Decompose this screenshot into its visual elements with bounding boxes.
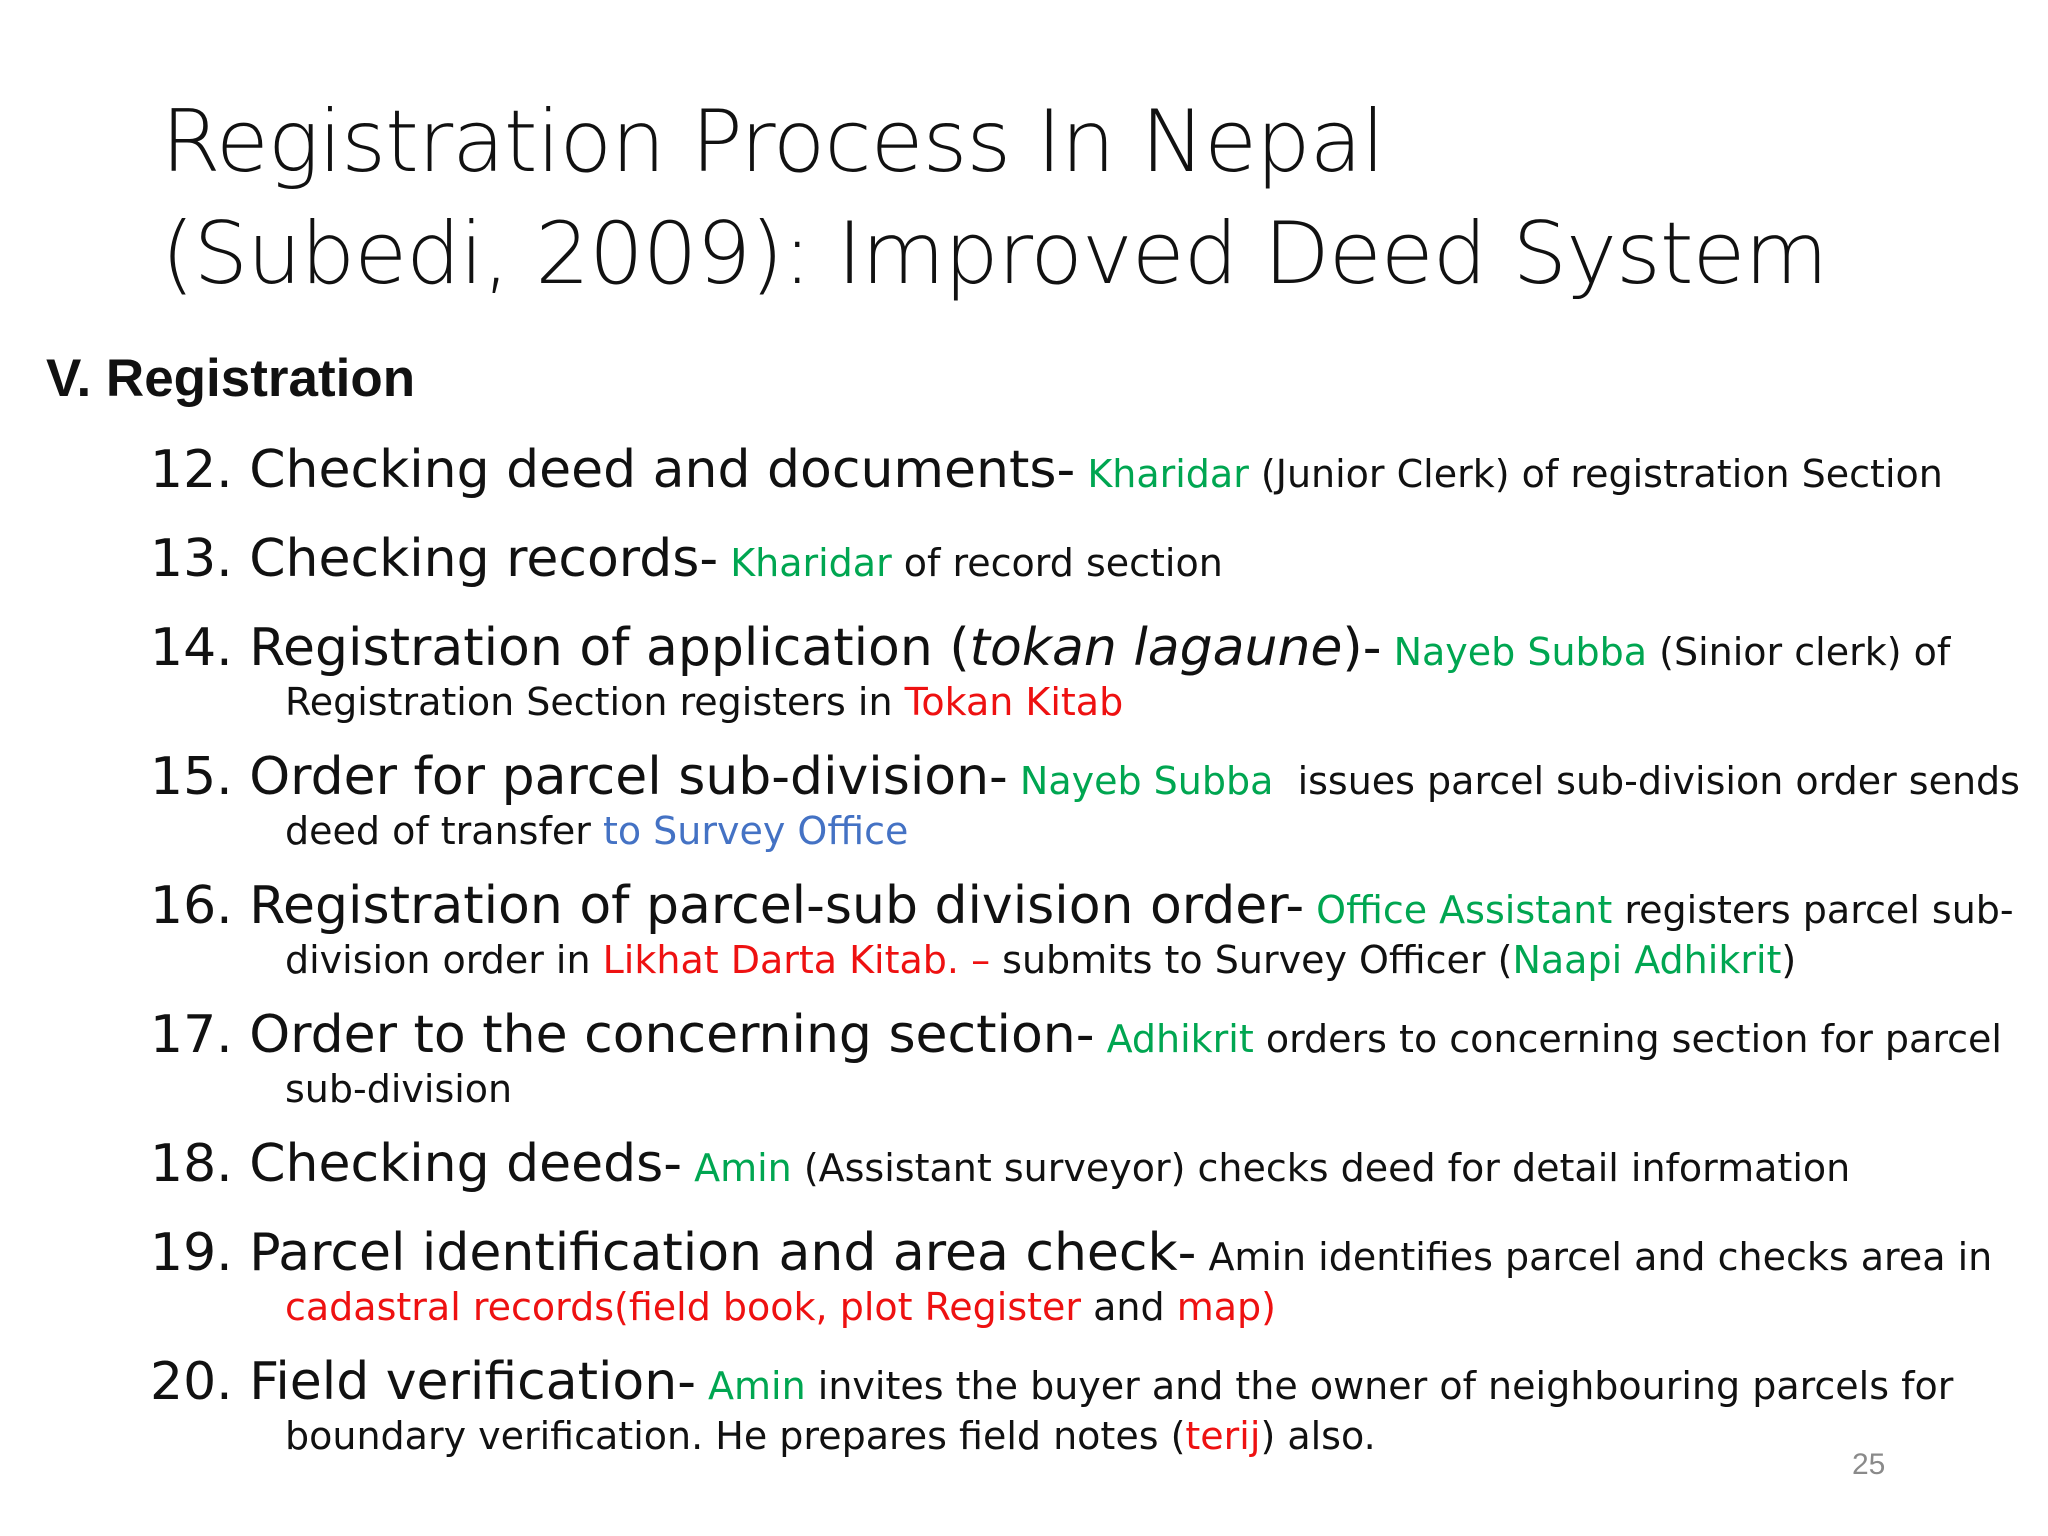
item-heading: Checking deeds-	[249, 1134, 682, 1194]
record-book-text: cadastral records(field book, plot Register	[285, 1285, 1082, 1329]
item-number: 13.	[150, 529, 233, 589]
item-number: 19.	[150, 1223, 233, 1283]
slide-title	[161, 86, 1981, 310]
item-heading: Checking deed and documents-	[249, 440, 1076, 500]
item-heading-italic: tokan lagaune	[969, 618, 1343, 678]
record-book-text: Tokan Kitab	[904, 680, 1124, 724]
item-description: deed of transfer	[285, 809, 603, 853]
item-description: invites the buyer and the owner of neighbouring parcels for	[805, 1364, 1954, 1408]
destination-text: to Survey Office	[602, 809, 909, 853]
list-item-line-1	[150, 616, 2010, 684]
list-item-16	[150, 874, 2014, 984]
item-number: 12.	[150, 440, 233, 500]
item-description: ) also.	[1260, 1414, 1376, 1458]
item-description: sub-division	[285, 1067, 513, 1111]
item-description: and	[1081, 1285, 1177, 1329]
list-item-line-1	[150, 1003, 2010, 1071]
item-description: (Assistant surveyor) checks deed for detail information	[791, 1146, 1851, 1190]
item-description: orders to concerning section for parcel	[1253, 1017, 2002, 1061]
page-number: 25	[1852, 1448, 1886, 1481]
item-description: (Junior Clerk) of registration Section	[1248, 452, 1943, 496]
item-heading: Order for parcel sub-division-	[249, 747, 1008, 807]
list-item-line-2	[150, 1412, 2010, 1460]
list-item-line-2	[150, 1065, 2010, 1113]
item-description: Amin identifies parcel and checks area in	[1196, 1235, 1993, 1279]
item-description: of record section	[891, 541, 1223, 585]
item-number: 16.	[150, 876, 233, 936]
list-item-line-1	[150, 527, 2010, 595]
list-item-line-1	[150, 1132, 2010, 1200]
item-heading-part: Registration of application (	[249, 618, 970, 678]
role-text: Kharidar	[718, 541, 892, 585]
list-item-line-2	[150, 1283, 2010, 1331]
list-item-19	[150, 1221, 2010, 1331]
list-item-18	[150, 1132, 2010, 1200]
item-number: 18.	[150, 1134, 233, 1194]
list-item-line-1	[150, 1221, 2010, 1289]
list-item-line-2	[150, 678, 2010, 726]
item-description: submits to Survey Officer (	[990, 938, 1513, 982]
list-item-14	[150, 616, 2010, 726]
role-text: Nayeb Subba	[1381, 630, 1648, 674]
role-text: Amin	[682, 1146, 792, 1190]
item-heading: Field verification-	[249, 1352, 696, 1412]
role-text: Amin	[695, 1364, 806, 1408]
list-item-13	[150, 527, 2010, 595]
item-description: division order in	[285, 938, 603, 982]
item-description: )	[1781, 938, 1797, 982]
role-text: Naapi Adhikrit	[1512, 938, 1782, 982]
list-item-line-1	[150, 874, 2014, 942]
slide-title-line-2: (Subedi, 2009): Improved Deed System	[161, 204, 1828, 304]
item-description: issues parcel sub-division order sends	[1273, 759, 2020, 803]
item-description: (Sinior clerk) of	[1647, 630, 1951, 674]
item-heading: Parcel identification and area check-	[249, 1223, 1197, 1283]
item-number: 17.	[150, 1005, 233, 1065]
list-item-15	[150, 745, 2020, 855]
role-text: Adhikrit	[1094, 1017, 1254, 1061]
list-item-12	[150, 438, 2010, 506]
list-item-line-2	[150, 936, 2010, 984]
item-description: registers parcel sub-	[1612, 888, 2014, 932]
item-description: boundary verification. He prepares field notes (	[285, 1414, 1186, 1458]
role-text: Nayeb Subba	[1007, 759, 1274, 803]
item-number: 15.	[150, 747, 233, 807]
item-heading: Order to the concerning section-	[249, 1005, 1095, 1065]
list-item-20	[150, 1350, 2010, 1460]
list-item-line-1	[150, 745, 2020, 813]
term-text: terij	[1185, 1414, 1261, 1458]
item-description: Registration Section registers in	[285, 680, 905, 724]
item-number: 20.	[150, 1352, 233, 1412]
item-heading: Checking records-	[249, 529, 719, 589]
item-heading: Registration of parcel-sub division order-	[249, 876, 1305, 936]
record-book-text: Likhat Darta Kitab. –	[602, 938, 991, 982]
record-book-text: map)	[1176, 1285, 1276, 1329]
section-heading: V. Registration	[46, 349, 416, 408]
list-item-line-2	[150, 807, 2010, 855]
role-text: Kharidar	[1075, 452, 1249, 496]
list-item-line-1	[150, 438, 2010, 506]
item-heading-part: )-	[1342, 618, 1382, 678]
list-item-line-1	[150, 1350, 2010, 1418]
item-number: 14.	[150, 618, 233, 678]
role-text: Office Assistant	[1304, 888, 1613, 932]
list-item-17	[150, 1003, 2010, 1113]
slide-title-line-1: Registration Process In Nepal	[161, 92, 1385, 192]
